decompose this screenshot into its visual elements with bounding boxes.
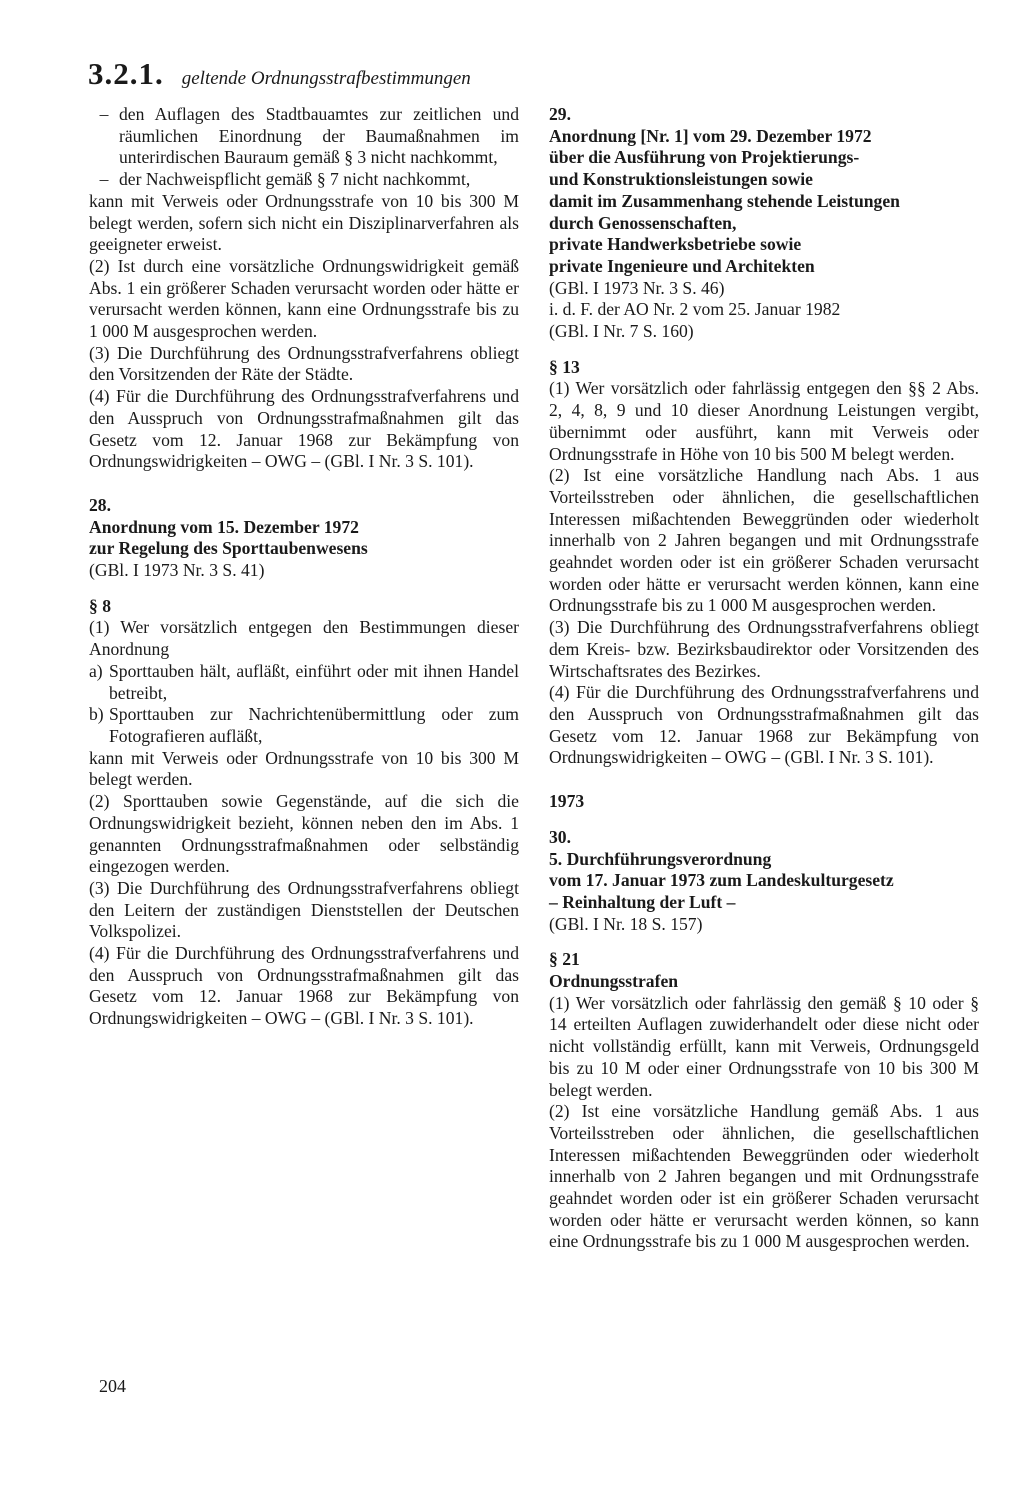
- paragraph: (2) Ist durch eine vorsätzliche Ordnungswidrigkeit gemäß Abs. 1 ein größerer Schaden verursacht worden oder hätte er verursacht werden können, kann eine Ordnungsstrafe bis zu 1 000 M ausgesprochen werden.: [89, 255, 519, 342]
- entry-number: 28.: [89, 494, 111, 515]
- entry-title-line: und Konstruktionsleistungen sowie: [549, 169, 813, 190]
- paragraph: (1) Wer vorsätzlich oder fahrlässig entgegen den §§ 2 Abs. 2, 4, 8, 9 und 10 dieser Anordnung Leistungen vergibt, übernimmt oder ausführt, kann mit Verweis oder Ordnungsstrafe in Höhe von 10 bis 500 M belegt werden.: [549, 378, 979, 464]
- paragraph-heading: § 21: [549, 949, 580, 970]
- entry-reference: i. d. F. der AO Nr. 2 vom 25. Januar 1982: [549, 299, 841, 320]
- paragraph: (3) Die Durchführung des Ordnungsstrafverfahrens obliegt dem Kreis- bzw. Bezirksbaudirektor oder Vorsitzenden des Wirtschaftsrates des Bezirkes.: [549, 617, 979, 681]
- paragraph-title: Ordnungsstrafen: [549, 971, 679, 992]
- list-item: [89, 704, 519, 747]
- entry-title-line: zur Regelung des Sporttaubenwesens: [89, 538, 368, 559]
- paragraph: (4) Für die Durchführung des Ordnungsstrafverfahrens und den Ausspruch von Ordnungsstrafmaßnahmen gilt das Gesetz vom 12. Januar 1968 zur Bekämpfung von Ordnungswidrigkeiten – OWG – (GBl. I Nr. 3 S. 101).: [89, 943, 519, 1029]
- list-marker: a): [89, 660, 103, 681]
- entry-title-line: vom 17. Januar 1973 zum Landeskulturgesetz: [549, 870, 894, 891]
- entry-title-line: Anordnung vom 15. Dezember 1972: [89, 516, 359, 537]
- entry-title-line: 5. Durchführungsverordnung: [549, 848, 772, 869]
- entry-title-line: damit im Zusammenhang stehende Leistungen: [549, 190, 900, 211]
- entry-title-line: – Reinhaltung der Luft –: [549, 891, 736, 912]
- paragraph: (2) Ist eine vorsätzliche Handlung gemäß Abs. 1 aus Vorteilsstreben oder ähnlichen, die gesellschaftlichen Interessen mißachtenden Beweggründen oder wiederholt innerhalb von 2 Jahren begangen und mit Ordnungsstrafe geahndet worden oder ist ein größerer Schaden verursacht worden oder hätte er verursacht werden können, so kann eine Ordnungsstrafe bis zu 1 000 M ausgesprochen werden.: [549, 1101, 979, 1252]
- entry-reference: (GBl. I Nr. 18 S. 157): [549, 913, 703, 934]
- paragraph: (1) Wer vorsätzlich oder fahrlässig den gemäß § 10 oder § 14 erteilten Auflagen zuwiderhandelt oder diese nicht oder nicht vollständig erfüllt, kann mit Verweis, Ordnungsgeld bis zu 10 M oder einer Ordnungsstrafe von 10 bis 300 M belegt werden.: [549, 992, 979, 1100]
- dash-item: – den Auflagen des Stadtbauamtes zur zeitlichen und räumlichen Einordnung der Baumaßnahmen im unterirdischen Bauraum gemäß § 3 nicht nachkommt,: [99, 104, 519, 168]
- paragraph: (4) Für die Durchführung des Ordnungsstrafverfahrens und den Ausspruch von Ordnungsstrafmaßnahmen gilt das Gesetz vom 12. Januar 1968 zur Bekämpfung von Ordnungswidrigkeiten – OWG – (GBl. I Nr. 3 S. 101).: [89, 386, 519, 472]
- paragraph: (2) Ist eine vorsätzliche Handlung nach Abs. 1 aus Vorteilsstreben oder ähnlichen, die gesellschaftlichen Interessen mißachtenden Beweggründen oder wiederholt innerhalb von 2 Jahren begangen und mit Ordnungsstrafe geahndet worden oder ist ein größerer Schaden verursacht worden oder hätte er verursacht werden können, kann eine Ordnungsstrafe bis zu 1 000 M ausgesprochen werden.: [549, 465, 979, 616]
- paragraph: (2) Sporttauben sowie Gegenstände, auf die sich die Ordnungswidrigkeit bezieht, können neben den im Abs. 1 genannten Ordnungsstrafmaßnahmen oder selbständig eingezogen werden.: [89, 791, 519, 877]
- paragraph: kann mit Verweis oder Ordnungsstrafe von 10 bis 300 M belegt werden, sofern sich nicht ein Disziplinarverfahren als geeigneter erweist.: [89, 190, 519, 255]
- paragraph: kann mit Verweis oder Ordnungsstrafe von 10 bis 300 M belegt werden.: [89, 747, 519, 790]
- entry-number: 30.: [549, 826, 571, 847]
- list-item-text: Sporttauben zur Nachrichtenübermittlung oder zum Fotografieren aufläßt,: [109, 704, 519, 746]
- dash-item-text: der Nachweispflicht gemäß § 7 nicht nachkommt,: [119, 169, 471, 190]
- paragraph-heading: § 8: [89, 595, 111, 616]
- list-item: [89, 661, 519, 704]
- section-title: geltende Ordnungsstrafbestimmungen: [181, 68, 471, 89]
- entry-title-line: über die Ausführung von Projektierungs-: [549, 147, 860, 168]
- entry-title-line: private Handwerksbetriebe sowie: [549, 234, 802, 255]
- dash-item-text: den Auflagen des Stadtbauamtes zur zeitlichen und räumlichen Einordnung der Baumaßnahmen im unterirdischen Bauraum gemäß § 3 nicht nachkommt,: [119, 104, 519, 168]
- entry-number: 29.: [549, 104, 571, 124]
- entry-reference: (GBl. I 1973 Nr. 3 S. 41): [89, 560, 265, 581]
- paragraph-heading: § 13: [549, 356, 580, 377]
- dash-item: – der Nachweispflicht gemäß § 7 nicht nachkommt,: [89, 169, 519, 191]
- right-column: [549, 104, 979, 1253]
- section-number: 3.2.1.: [88, 56, 164, 91]
- list-marker: b): [89, 704, 104, 725]
- entry-title-line: private Ingenieure und Architekten: [549, 255, 815, 276]
- entry-reference: (GBl. I Nr. 7 S. 160): [549, 321, 694, 342]
- list-item-text: Sporttauben hält, aufläßt, einführt oder mit ihnen Handel betreibt,: [109, 660, 519, 703]
- paragraph: (3) Die Durchführung des Ordnungsstrafverfahrens obliegt den Vorsitzenden der Räte der Städte.: [89, 342, 519, 385]
- entry-title-line: Anordnung [Nr. 1] vom 29. Dezember 1972: [549, 125, 872, 146]
- paragraph: (4) Für die Durchführung des Ordnungsstrafverfahrens und den Ausspruch von Ordnungsstrafmaßnahmen gilt das Gesetz vom 12. Januar 1968 zur Bekämpfung von Ordnungswidrigkeiten – OWG – (GBl. I Nr. 3 S. 101).: [549, 682, 979, 768]
- entry-reference: (GBl. I 1973 Nr. 3 S. 46): [549, 277, 725, 298]
- year-heading: 1973: [549, 791, 585, 812]
- page-number: 204: [99, 1376, 126, 1396]
- page-header: [88, 56, 471, 92]
- paragraph: (1) Wer vorsätzlich entgegen den Bestimmungen dieser Anordnung: [89, 617, 519, 660]
- entry-title-line: durch Genossenschaften,: [549, 212, 737, 233]
- left-column: [89, 104, 519, 1030]
- paragraph: (3) Die Durchführung des Ordnungsstrafverfahrens obliegt den Leitern der zuständigen Dienststellen der Deutschen Volkspolizei.: [89, 877, 519, 942]
